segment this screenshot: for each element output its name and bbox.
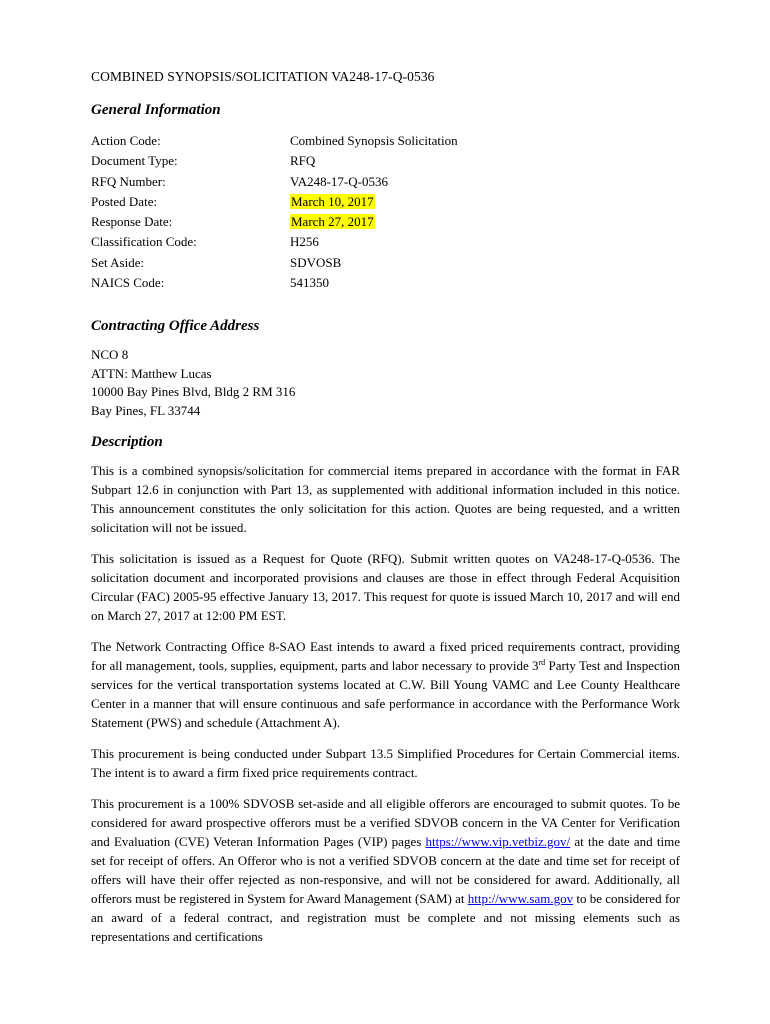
info-label: Posted Date: — [91, 193, 158, 209]
description-paragraph-1: This is a combined synopsis/solicitation for commercial items prepared in accordance with the format in FAR Subpart 12.6 in conjunction with Part 13, as supplemented with additional information included in this notice. This announcement constitutes the only solicitation for this action. Quotes are being requested, and a written solicitation will not be issued. — [91, 463, 680, 535]
info-value-highlighted — [290, 192, 375, 212]
paragraph-text: This procurement is a 100% SDVOSB set-aside and all eligible offerors are encouraged to submit quotes. To be considered for award prospective offerors must be a verified SDVOB concern in the VA Center for Verification and Evaluation (CVE) Veteran Information Pages (VIP) pages — [91, 796, 680, 849]
info-value: VA248-17-Q-0536 — [290, 173, 388, 189]
paragraph-text: to be considered for an award of a federal contract, and registration must be complete and not missing elements such as representations and certifications — [91, 891, 680, 944]
address-line: ATTN: Matthew Lucas — [91, 365, 212, 381]
vip-vetbiz-link[interactable]: https://www.vip.vetbiz.gov/ — [425, 834, 571, 849]
description-paragraph-5 — [91, 794, 680, 946]
description-paragraph-4: This procurement is being conducted under Subpart 13.5 Simplified Procedures for Certain Commercial items. The intent is to award a firm fixed price requirements contract. — [91, 746, 680, 780]
superscript-ordinal: rd — [538, 658, 546, 667]
contracting-office-heading: Contracting Office Address — [91, 318, 260, 334]
info-value: Combined Synopsis Solicitation — [290, 133, 458, 148]
paragraph-text: Party Test and Inspection services for the vertical transportation systems located at C.W. Bill Young VAMC and Lee County Healthcare Center in a manner that will ensure continuous and safe performance in accordance with the Performance Work Statement (PWS) and schedule (Attachment A). — [91, 658, 680, 730]
address-line: Bay Pines, FL 33744 — [91, 402, 201, 418]
sam-gov-link[interactable]: http://www.sam.gov — [467, 891, 574, 906]
info-value: SDVOSB — [290, 254, 342, 270]
address-line: 10000 Bay Pines Blvd, Bldg 2 RM 316 — [91, 384, 296, 399]
info-label: Response Date: — [91, 214, 173, 230]
address-line: NCO 8 — [91, 347, 129, 362]
highlighted-date: March 27, 2017 — [291, 214, 374, 230]
contracting-office-address — [91, 346, 295, 420]
info-value: 541350 — [290, 275, 329, 291]
paragraph-text: at the date and time set for receipt of offers. An Offeror who is not a verified SDVOB concern at the date and time set for receipt of offers will have their offer rejected as non-responsive, and will not be considered for award. Additionally, all offerors must be registered in System for Award Management (SAM) at — [91, 834, 680, 906]
info-label: Document Type: — [91, 153, 178, 169]
highlighted-date: March 10, 2017 — [291, 193, 374, 209]
info-value: RFQ — [290, 153, 316, 169]
general-information-heading: General Information — [91, 102, 221, 118]
info-value: H256 — [290, 234, 319, 250]
document-title: COMBINED SYNOPSIS/SOLICITATION VA248-17-Q-0536 — [91, 69, 435, 84]
info-label: NAICS Code: — [91, 275, 165, 291]
paragraph-text: The Network Contracting Office 8-SAO East intends to award a fixed priced requirements contract, providing for all management, tools, supplies, equipment, parts and labor necessary to provide 3 — [91, 639, 680, 673]
info-label: Action Code: — [91, 133, 161, 148]
info-value-highlighted — [290, 212, 375, 232]
info-label: Set Aside: — [91, 254, 145, 270]
description-paragraph-3 — [91, 637, 680, 732]
description-paragraph-2: This solicitation is issued as a Request for Quote (RFQ). Submit written quotes on VA248-17-Q-0536. The solicitation document and incorporated provisions and clauses are those in effect through Federal Acquisition Circular (FAC) 2005-95 effective January 13, 2017. This request for quote is issued March 10, 2017 and will end on March 27, 2017 at 12:00 PM EST. — [91, 551, 680, 623]
description-heading: Description — [91, 434, 163, 450]
info-label: Classification Code: — [91, 234, 197, 250]
info-label: RFQ Number: — [91, 173, 166, 189]
